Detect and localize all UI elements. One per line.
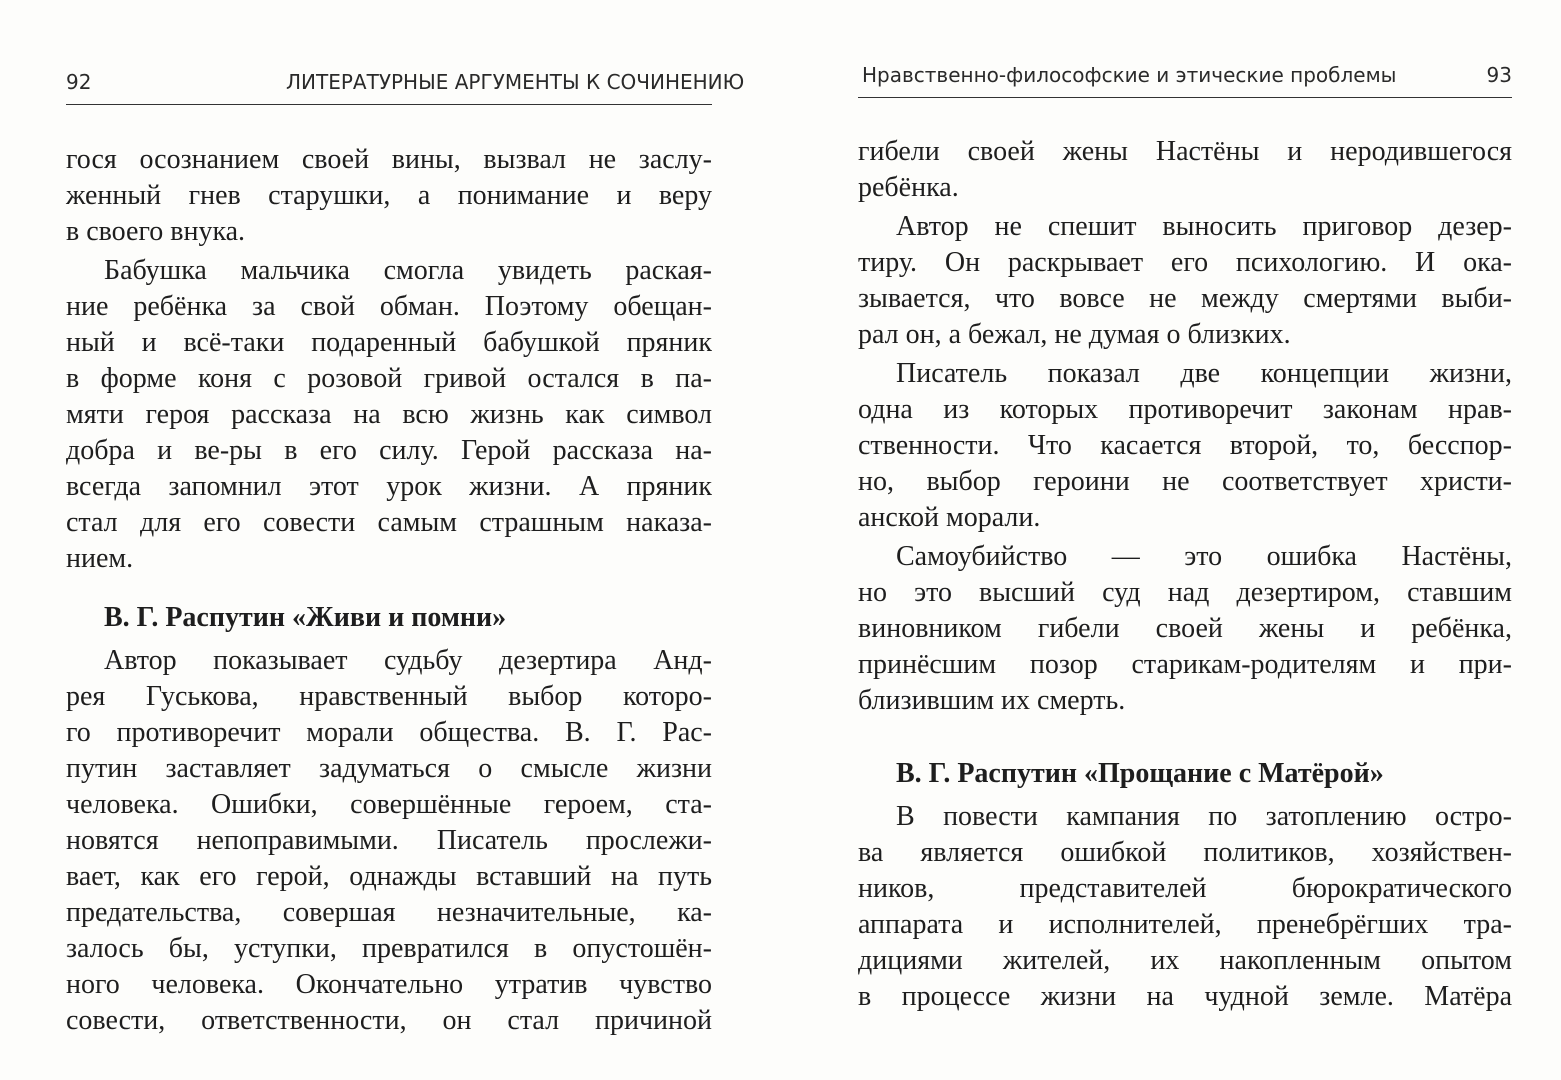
section-heading: В. Г. Распутин «Живи и помни» xyxy=(104,602,507,633)
running-header: Нравственно-философские и этические проблемы xyxy=(862,63,1397,87)
text-line: залось бы, уступки, превратился в опустошён- xyxy=(66,933,712,964)
text-line: Писатель показал две концепции жизни, xyxy=(896,358,1512,389)
text-line: одна из которых противоречит законам нрав- xyxy=(858,394,1512,425)
section-heading: В. Г. Распутин «Прощание с Матёрой» xyxy=(896,758,1384,789)
text-line: ственности. Что касается второй, то, бесспор- xyxy=(858,430,1512,461)
page-body xyxy=(858,134,1512,1015)
text-line: зывается, что вовсе не между смертями выби- xyxy=(858,283,1512,314)
text-line: Бабушка мальчика смогла увидеть раская- xyxy=(104,255,712,286)
text-line: принёсшим позор старикам-родителям и при- xyxy=(858,649,1512,680)
text-line: ребёнка. xyxy=(858,172,959,203)
text-line: Автор не спешит выносить приговор дезер- xyxy=(896,211,1512,242)
text-line: рал он, а бежал, не думая о близких. xyxy=(858,319,1291,350)
text-line: ный и всё-таки подаренный бабушкой пряник xyxy=(66,327,712,358)
page-body xyxy=(66,142,712,1039)
text-line: ние ребёнка за свой обман. Поэтому обещан- xyxy=(66,291,712,322)
text-line: новятся непоправимыми. Писатель прослежи- xyxy=(66,825,712,856)
running-header: ЛИТЕРАТУРНЫЕ АРГУМЕНТЫ К СОЧИНЕНИЮ xyxy=(286,70,745,94)
text-line: гося осознанием своей вины, вызвал не заслу- xyxy=(66,144,712,175)
page-number: 93 xyxy=(1486,63,1512,87)
text-line: в процессе жизни на чудной земле. Матёра xyxy=(858,981,1512,1012)
text-line: тиру. Он раскрывает его психологию. И ока- xyxy=(858,247,1512,278)
text-line: В повести кампания по затоплению остро- xyxy=(896,801,1512,832)
text-line: ва является ошибкой политиков, хозяйствен- xyxy=(858,837,1512,868)
text-line: Самоубийство — это ошибка Настёны, xyxy=(896,541,1512,572)
text-line: в своего внука. xyxy=(66,216,246,247)
text-line: совести, ответственности, он стал причиной xyxy=(66,1005,712,1036)
text-line: гибели своей жены Настёны и неродившегося xyxy=(858,136,1512,167)
text-line: близившим их смерть. xyxy=(858,685,1126,716)
text-line: го противоречит морали общества. В. Г. Рас- xyxy=(66,717,712,748)
text-line: Автор показывает судьбу дезертира Анд- xyxy=(104,645,712,676)
text-line: аппарата и исполнителей, пренебрёгших тра- xyxy=(858,909,1512,940)
text-line: ников, представителей бюрократического xyxy=(858,873,1512,904)
text-line: но, выбор героини не соответствует христи- xyxy=(858,466,1512,497)
text-line: вает, как его герой, однажды вставший на путь xyxy=(66,861,712,892)
text-line: но это высший суд над дезертиром, ставшим xyxy=(858,577,1512,608)
text-line: анской морали. xyxy=(858,502,1041,533)
text-line: в форме коня с розовой гривой остался в па- xyxy=(66,363,712,394)
text-line: виновником гибели своей жены и ребёнка, xyxy=(858,613,1512,644)
text-line: всегда запомнил этот урок жизни. А пряник xyxy=(66,471,712,502)
text-line: нием. xyxy=(66,543,134,574)
text-line: дициями жителей, их накопленным опытом xyxy=(858,945,1512,976)
header-rule xyxy=(66,104,712,105)
text-line: человека. Ошибки, совершённые героем, ста- xyxy=(66,789,712,820)
header-rule xyxy=(858,97,1512,98)
text-line: добра и ве-ры в его силу. Герой рассказа на- xyxy=(66,435,712,466)
text-line: женный гнев старушки, а понимание и веру xyxy=(66,180,712,211)
text-line: мяти героя рассказа на всю жизнь как символ xyxy=(66,399,712,430)
page-number: 92 xyxy=(66,70,92,94)
text-line: стал для его совести самым страшным наказа- xyxy=(66,507,712,538)
text-line: ного человека. Окончательно утратив чувство xyxy=(66,969,712,1000)
text-line: рея Гуськова, нравственный выбор которо- xyxy=(66,681,712,712)
text-line: предательства, совершая незначительные, ка- xyxy=(66,897,712,928)
text-line: путин заставляет задуматься о смысле жизни xyxy=(66,753,712,784)
